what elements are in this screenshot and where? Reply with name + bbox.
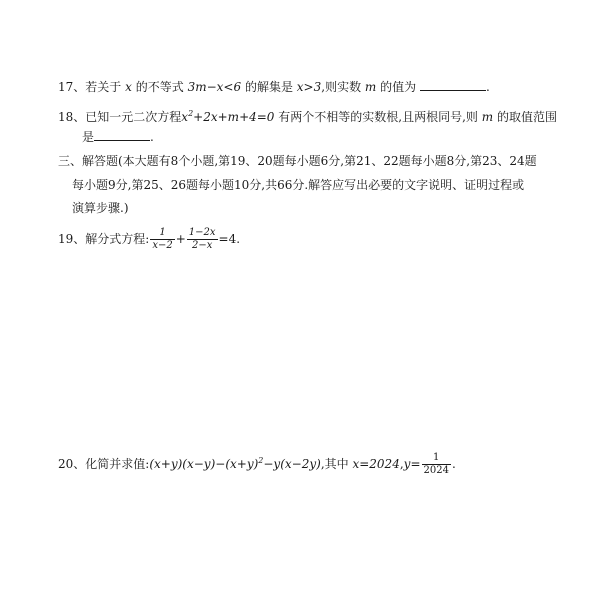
question-text: ,则实数 (321, 80, 362, 94)
question-18 (58, 106, 557, 125)
section-heading-line-2: 每小题9分,第25、26题每小题10分,共66分.解答应写出必要的文字说明、证明过程或 (72, 178, 525, 192)
question-17 (58, 79, 490, 95)
answer-blank[interactable] (420, 79, 486, 91)
answer-blank[interactable] (94, 129, 150, 141)
question-text: 的不等式 (135, 80, 184, 94)
question-number: 19、 (58, 232, 86, 246)
period: . (485, 80, 490, 94)
x-value: x=2024 (352, 457, 400, 471)
variable-x: x (125, 80, 132, 94)
question-text: 化简并求值: (85, 457, 150, 471)
expression: $(x+y)(x-y)-(x+y)^2-y(x-2y)$ (149, 456, 321, 471)
inequality: 3m−x<6 (187, 80, 242, 94)
plus-sign: + (175, 232, 186, 246)
question-18-continuation (82, 129, 154, 145)
fraction-2: $\frac{1-2x}{2-x}$ (188, 227, 216, 251)
question-text: 的值为 (380, 80, 417, 94)
equation: $x^2+2x+m+4=0$ (181, 109, 275, 124)
question-number: 17、 (58, 80, 86, 94)
question-text: 已知一元二次方程 (85, 110, 182, 124)
question-text: ,其中 (320, 457, 349, 471)
solution-condition: x>3 (296, 80, 322, 94)
section-heading-line-3: 演算步骤.) (72, 201, 129, 215)
period: . (150, 130, 154, 144)
fraction-1: $\frac{1}{x-2}$ (152, 227, 173, 251)
question-text: 的解集是 (244, 80, 293, 94)
variable-m: m (481, 110, 494, 124)
question-text: 是 (82, 130, 95, 144)
question-19 (58, 224, 240, 254)
question-number: 18、 (58, 110, 86, 124)
period: . (451, 457, 456, 471)
section-heading-line-1: 三、解答题(本大题有8个小题,第19、20题每小题6分,第21、22题每小题8分,第23、24题 (58, 154, 537, 168)
variable-m: m (364, 80, 377, 94)
question-text: 若关于 (85, 80, 122, 94)
equation-rhs: =4. (218, 232, 241, 246)
y-equals: y= (403, 457, 421, 471)
question-text: 的取值范围 (496, 110, 557, 124)
question-20 (58, 446, 456, 479)
y-fraction: $\frac{1}{2024}$ (423, 452, 449, 476)
question-text: 有两个不相等的实数根,且两根同号,则 (278, 110, 478, 124)
comma: , (399, 457, 404, 471)
question-text: 解分式方程: (85, 232, 150, 246)
question-number: 20、 (58, 457, 86, 471)
